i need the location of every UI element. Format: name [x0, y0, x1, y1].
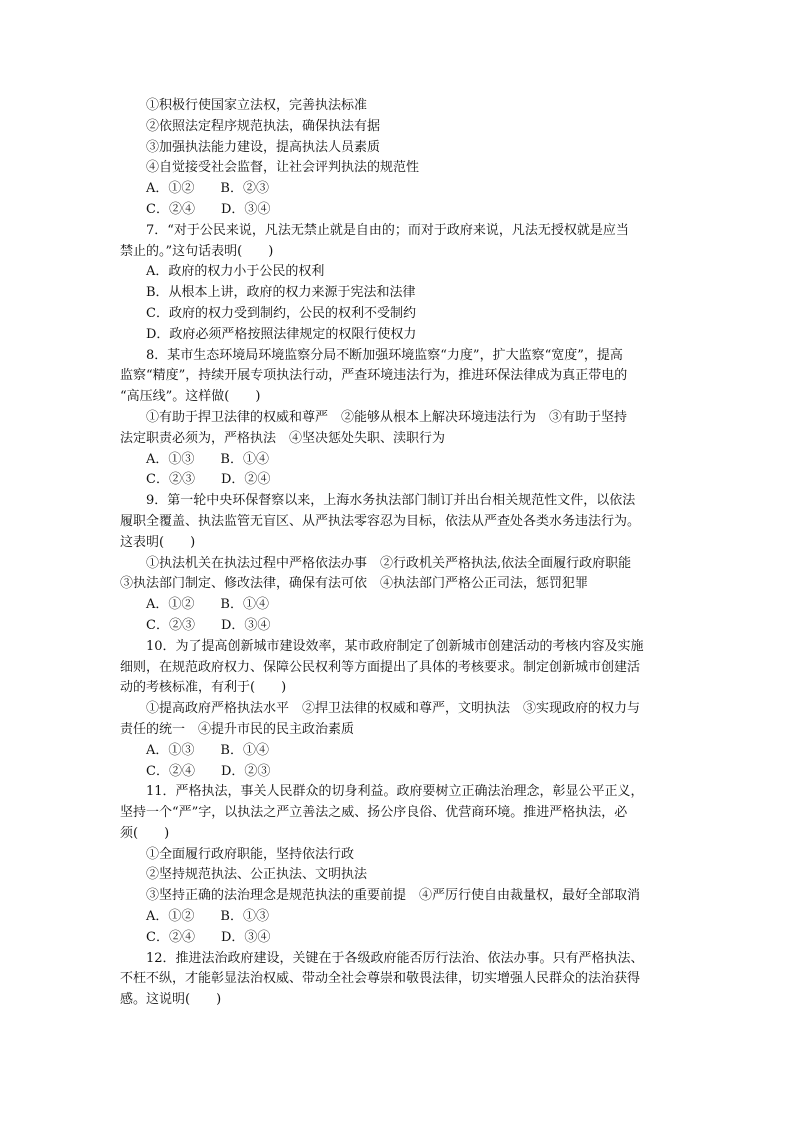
- text-line: A．①② B．①④: [146, 597, 269, 613]
- text-line: 动的考核标准，有利于( ): [120, 680, 287, 696]
- text-line: “高压线”。这样做( ): [120, 389, 261, 405]
- text-line: C．②③ D．②④: [146, 472, 271, 488]
- text-line: D．政府必须严格按照法律规定的权限行使权力: [146, 326, 417, 342]
- text-line: ②依照法定程序规范执法，确保执法有据: [146, 118, 381, 134]
- text-line: ③加强执法能力建设，提高执法人员素质: [146, 139, 381, 155]
- text-line: ④自觉接受社会监督，让社会评判执法的规范性: [146, 160, 420, 176]
- document-page: [120, 96, 685, 1011]
- text-line: ①提高政府严格执法水平 ②捍卫法律的权威和尊严，文明执法 ③实现政府的权力与: [146, 701, 641, 717]
- text-line: 11．严格执法，事关人民群众的切身利益。政府要树立正确法治理念，彰显公平正义，: [146, 784, 644, 800]
- text-line: 感。这说明( ): [120, 992, 222, 1008]
- text-line: ③坚持正确的法治理念是规范执法的重要前提 ④严厉行使自由裁量权，最好全部取消: [146, 888, 641, 904]
- text-line: A．政府的权力小于公民的权利: [146, 264, 325, 280]
- text-line: 7．“对于公民来说，凡法无禁止就是自由的；而对于政府来说，凡法无授权就是应当: [146, 222, 629, 238]
- text-line: 禁止的。”这句话表明( ): [120, 243, 274, 259]
- text-line: 法定职责必须为，严格执法 ④坚决惩处失职、渎职行为: [120, 430, 446, 446]
- text-line: A．①② B．①③: [146, 909, 269, 925]
- text-line: 8．某市生态环境局环境监察分局不断加强环境监察“力度”，扩大监察“宽度”，提高: [146, 347, 623, 363]
- text-line: B．从根本上讲，政府的权力来源于宪法和法律: [146, 285, 416, 301]
- text-line: 不枉不纵，才能彰显法治权威、带动全社会尊崇和敬畏法律，切实增强人民群众的法治获得: [120, 971, 641, 987]
- text-line: ②坚持规范执法、公正执法、文明执法: [146, 867, 368, 883]
- text-line: A．①③ B．①④: [146, 742, 269, 758]
- text-line: ①执法机关在执法过程中严格依法办事 ②行政机关严格执法,依法全面履行政府职能: [146, 555, 632, 571]
- text-line: A．①③ B．①④: [146, 451, 269, 467]
- text-line: A．①② B．②③: [146, 181, 269, 197]
- text-line: ③执法部门制定、修改法律，确保有法可依 ④执法部门严格公正司法，惩罚犯罪: [120, 576, 589, 592]
- text-line: C．②④ D．③④: [146, 201, 271, 217]
- text-line: 这表明( ): [120, 534, 196, 550]
- text-line: 9．第一轮中央环保督察以来，上海水务执法部门制订并出台相关规范性文件，以依法: [146, 493, 636, 509]
- text-line: C．②④ D．②③: [146, 763, 271, 779]
- text-line: 监察“精度”，持续开展专项执法行动，严查环境违法行为，推进环保法律成为真正带电的: [120, 368, 628, 384]
- text-line: ①有助于捍卫法律的权威和尊严 ②能够从根本上解决环境违法行为 ③有助于坚持: [146, 409, 628, 425]
- text-line: 10．为了提高创新城市建设效率，某市政府制定了创新城市创建活动的考核内容及实施: [146, 638, 644, 654]
- text-line: C．②③ D．③④: [146, 617, 271, 633]
- text-line: 须( ): [120, 825, 170, 841]
- text-line: ①积极行使国家立法权，完善执法标准: [146, 98, 368, 113]
- text-line: 12．推进法治政府建设，关键在于各级政府能否厉行法治、依法办事。只有严格执法、: [146, 950, 644, 966]
- text-line: C．②④ D．③④: [146, 929, 271, 945]
- text-line: 坚持一个“严”字，以执法之严立善法之威、扬公序良俗、优营商环境。推进严格执法，必: [120, 805, 628, 821]
- text-line: 细则，在规范政府权力、保障公民权利等方面提出了具体的考核要求。制定创新城市创建活: [120, 659, 641, 675]
- text-line: ①全面履行政府职能，坚持依法行政: [146, 846, 355, 862]
- text-line: 责任的统一 ④提升市民的民主政治素质: [120, 721, 355, 737]
- text-line: C．政府的权力受到制约，公民的权利不受制约: [146, 305, 416, 321]
- text-line: 履职全覆盖、执法监管无盲区、从严执法零容忍为目标，依法从严查处各类水务违法行为。: [120, 513, 641, 529]
